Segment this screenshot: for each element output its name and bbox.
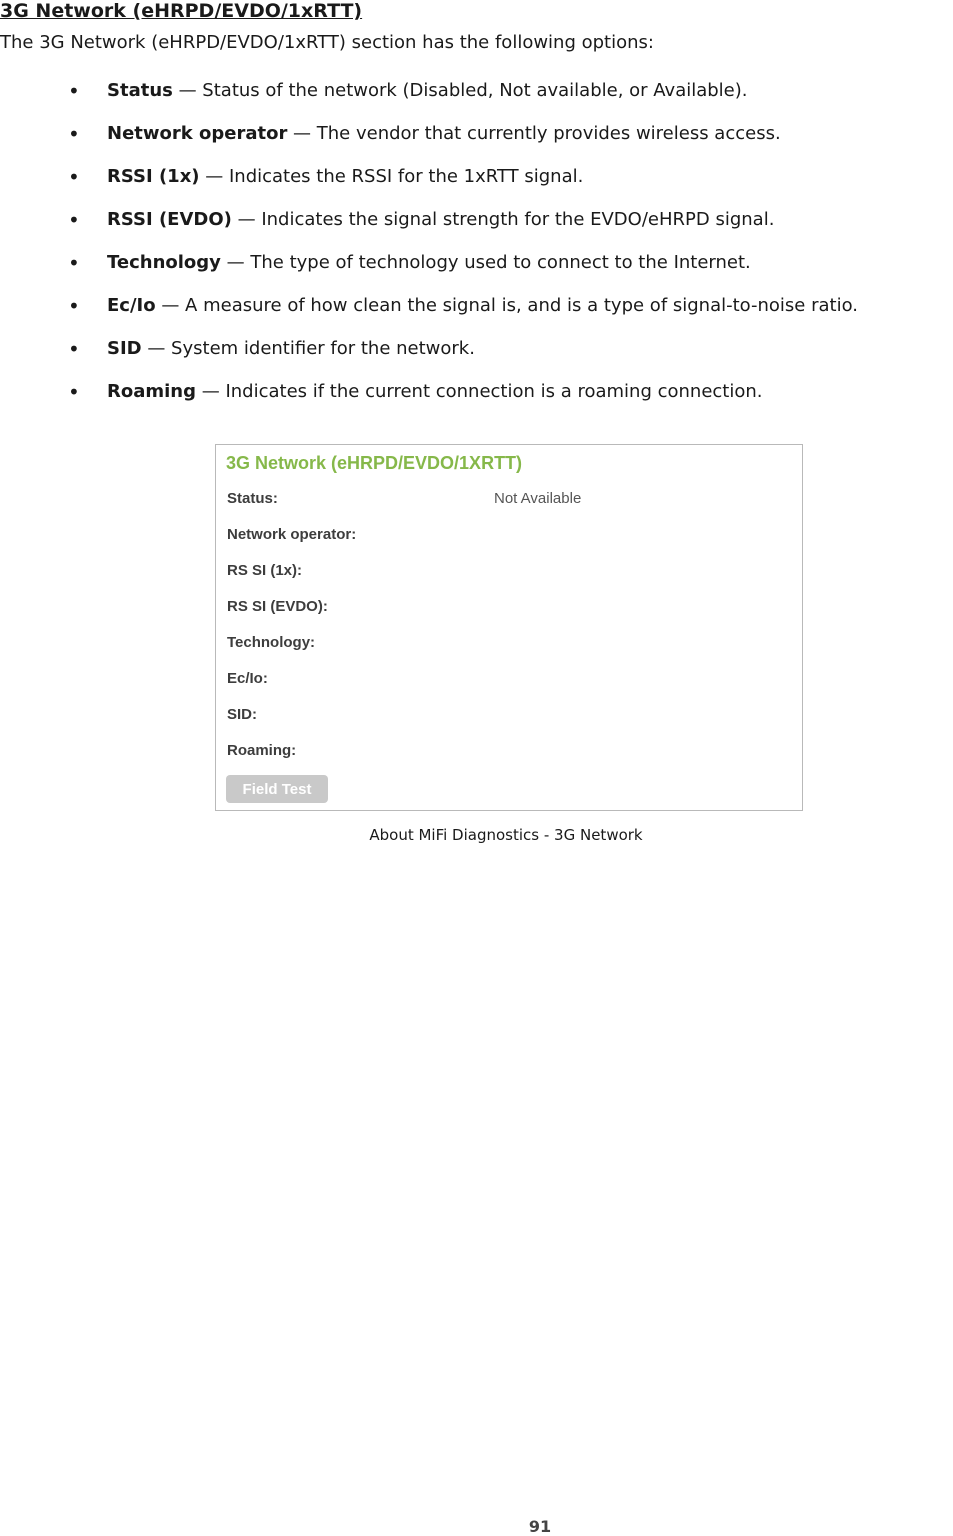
list-item [0, 78, 953, 121]
rssi-1x-row [227, 562, 787, 582]
page-number: 91 [528, 1517, 552, 1536]
sid-label: SID: [227, 706, 257, 723]
option-term: Status [107, 80, 173, 101]
bullet-icon: • [68, 208, 80, 232]
option-description: — Indicates the RSSI for the 1xRTT signal. [199, 166, 584, 187]
option-text [107, 250, 751, 276]
network-panel-screenshot [215, 444, 803, 811]
field-test-button[interactable]: Field Test [226, 775, 328, 803]
rssi-1x-label: RS SI (1x): [227, 562, 303, 579]
rssi-evdo-row [227, 598, 787, 618]
status-label: Status: [227, 490, 278, 507]
option-description: — Status of the network (Disabled, Not available, or Available). [172, 80, 748, 101]
bullet-icon: • [68, 122, 80, 146]
option-term: Technology [107, 252, 221, 273]
roaming-label: Roaming: [227, 742, 297, 759]
status-row [227, 490, 787, 510]
option-description: — Indicates if the current connection is a roaming connection. [196, 381, 763, 402]
panel-title: 3G Network (eHRPD/EVDO/1XRTT) [226, 453, 523, 473]
list-item [0, 293, 953, 336]
ecio-row [227, 670, 787, 690]
list-item [0, 379, 953, 422]
technology-label: Technology: [227, 634, 316, 651]
option-text [107, 379, 763, 405]
rssi-evdo-label: RS SI (EVDO): [227, 598, 328, 615]
list-item [0, 250, 953, 293]
list-item [0, 121, 953, 164]
sid-row [227, 706, 787, 726]
option-description: — The type of technology used to connect to the Internet. [220, 252, 751, 273]
section-intro: The 3G Network (eHRPD/EVDO/1xRTT) section has the following options: [0, 32, 654, 53]
option-term: Roaming [107, 381, 196, 402]
option-term: Network operator [107, 123, 288, 144]
bullet-icon: • [68, 380, 80, 404]
bullet-icon: • [68, 251, 80, 275]
option-text [107, 164, 583, 190]
network-operator-row [227, 526, 787, 546]
list-item [0, 336, 953, 379]
option-text [107, 121, 781, 147]
technology-row [227, 634, 787, 654]
status-value: Not Available [494, 490, 582, 507]
roaming-row [227, 742, 787, 762]
network-operator-label: Network operator: [227, 526, 357, 543]
option-term: SID [107, 338, 142, 359]
option-text [107, 207, 774, 233]
option-description: — System identiﬁer for the network. [141, 338, 475, 359]
option-term: Ec/Io [107, 295, 156, 316]
option-text [107, 293, 858, 319]
list-item [0, 164, 953, 207]
ecio-label: Ec/Io: [227, 670, 268, 687]
option-description: — A measure of how clean the signal is, and is a type of signal-to-noise ratio. [155, 295, 859, 316]
bullet-icon: • [68, 337, 80, 361]
option-term: RSSI (1x) [107, 166, 200, 187]
option-term: RSSI (EVDO) [107, 209, 232, 230]
option-description: — Indicates the signal strength for the EVDO/eHRPD signal. [231, 209, 775, 230]
bullet-icon: • [68, 79, 80, 103]
options-list [0, 78, 953, 422]
option-text [107, 336, 475, 362]
option-text [107, 78, 748, 104]
list-item [0, 207, 953, 250]
bullet-icon: • [68, 165, 80, 189]
option-description: — The vendor that currently provides wireless access. [287, 123, 781, 144]
bullet-icon: • [68, 294, 80, 318]
section-heading: 3G Network (eHRPD/EVDO/1xRTT) [0, 0, 363, 22]
figure-caption: About MiFi Diagnostics - 3G Network [369, 826, 643, 844]
